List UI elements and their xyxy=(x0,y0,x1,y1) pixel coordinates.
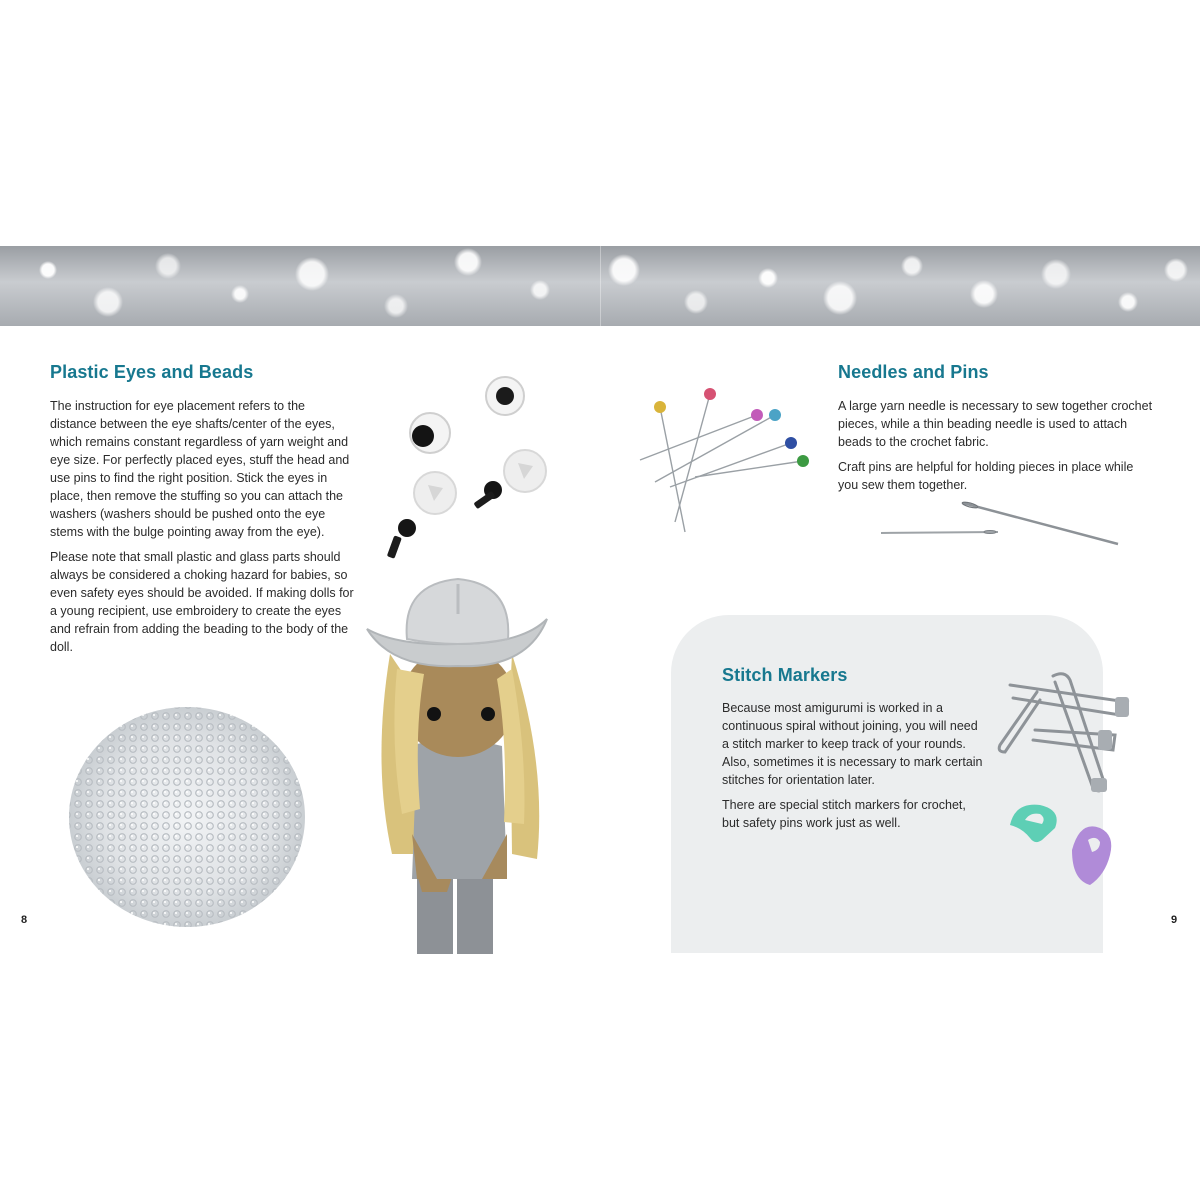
eyes-beads-heading: Plastic Eyes and Beads xyxy=(50,362,254,382)
yarn-needle xyxy=(962,501,1118,544)
beading-needle xyxy=(881,531,998,534)
safety-pins-photo xyxy=(995,670,1135,800)
stitch-markers-paragraph-1: Because most amigurumi is worked in a continuous spiral without joining, you will need a stitch marker to keep track of your rounds. Also, sometimes it is necessary to mark certain stitches for orientation later. xyxy=(722,701,983,787)
stitch-markers-body xyxy=(722,699,984,839)
eyes-beads-paragraph-2: Please note that small plastic and glass parts should always be considered a choking hazard for babies, so even safety eyes should be avoided. If making dolls for a young recipient, use embroidery to create the eyes and refrain from adding the beading to the body of the doll. xyxy=(50,550,354,654)
page-number-left: 8 xyxy=(21,914,28,926)
yarn-and-beading-needles-photo xyxy=(878,496,1123,548)
craft-pins-photo xyxy=(635,382,815,537)
doll-legs xyxy=(417,874,493,954)
black-eye-stem-1 xyxy=(473,481,502,509)
locking-stitch-markers-photo xyxy=(1000,800,1125,890)
needles-pins-body xyxy=(838,397,1153,501)
needles-pins-paragraph-2: Craft pins are helpful for holding pieces in place while you sew them together. xyxy=(838,460,1134,492)
stitch-markers-paragraph-2: There are special stitch markers for crochet, but safety pins work just as well. xyxy=(722,798,966,830)
black-eye-stem-2 xyxy=(387,519,416,559)
safety-eyes-photo xyxy=(385,368,560,568)
safety-pin-head-3 xyxy=(1098,730,1112,750)
doll-body xyxy=(412,739,507,879)
stitch-marker-teal xyxy=(1010,805,1057,842)
cowgirl-amigurumi-doll-photo xyxy=(362,574,562,954)
needles-pins-paragraph-1: A large yarn needle is necessary to sew together crochet pieces, while a thin beading needle is used to attach beads to the crochet fabric. xyxy=(838,399,1153,449)
stitch-markers-heading: Stitch Markers xyxy=(722,665,848,685)
pin-head-cyan xyxy=(769,409,781,421)
page-gutter xyxy=(600,246,601,326)
pin-head-blue xyxy=(785,437,797,449)
glass-beads-photo xyxy=(62,700,312,935)
pin-head-yellow xyxy=(654,401,666,413)
needles-pins-heading: Needles and Pins xyxy=(838,362,989,382)
pin-head-pink xyxy=(704,388,716,400)
doll-cowboy-hat xyxy=(367,579,547,666)
stitch-marker-purple xyxy=(1072,826,1111,885)
eyes-beads-body xyxy=(50,397,355,663)
page-number-right: 9 xyxy=(1171,914,1178,926)
safety-pin-head-2 xyxy=(1091,778,1107,792)
washer-2 xyxy=(504,450,546,492)
pin-head-green xyxy=(797,455,809,467)
eyes-beads-paragraph-1: The instruction for eye placement refers to the distance between the eye shafts/center of the eyes, which remains constant regardless of yarn weight and eye size. For perfectly placed eyes, stuff the head and use pins to find the right position. Stick the eyes in place, then remove the stuffing so you can attach the washers (washers should be pushed onto the eye stems with the bulge pointing away from the eye). xyxy=(50,399,350,539)
safety-eye-clear-1 xyxy=(486,377,524,415)
washer-1 xyxy=(414,472,456,514)
safety-pin-head-1 xyxy=(1115,697,1129,717)
safety-eye-clear-2 xyxy=(410,413,450,453)
pin-head-magenta xyxy=(751,409,763,421)
